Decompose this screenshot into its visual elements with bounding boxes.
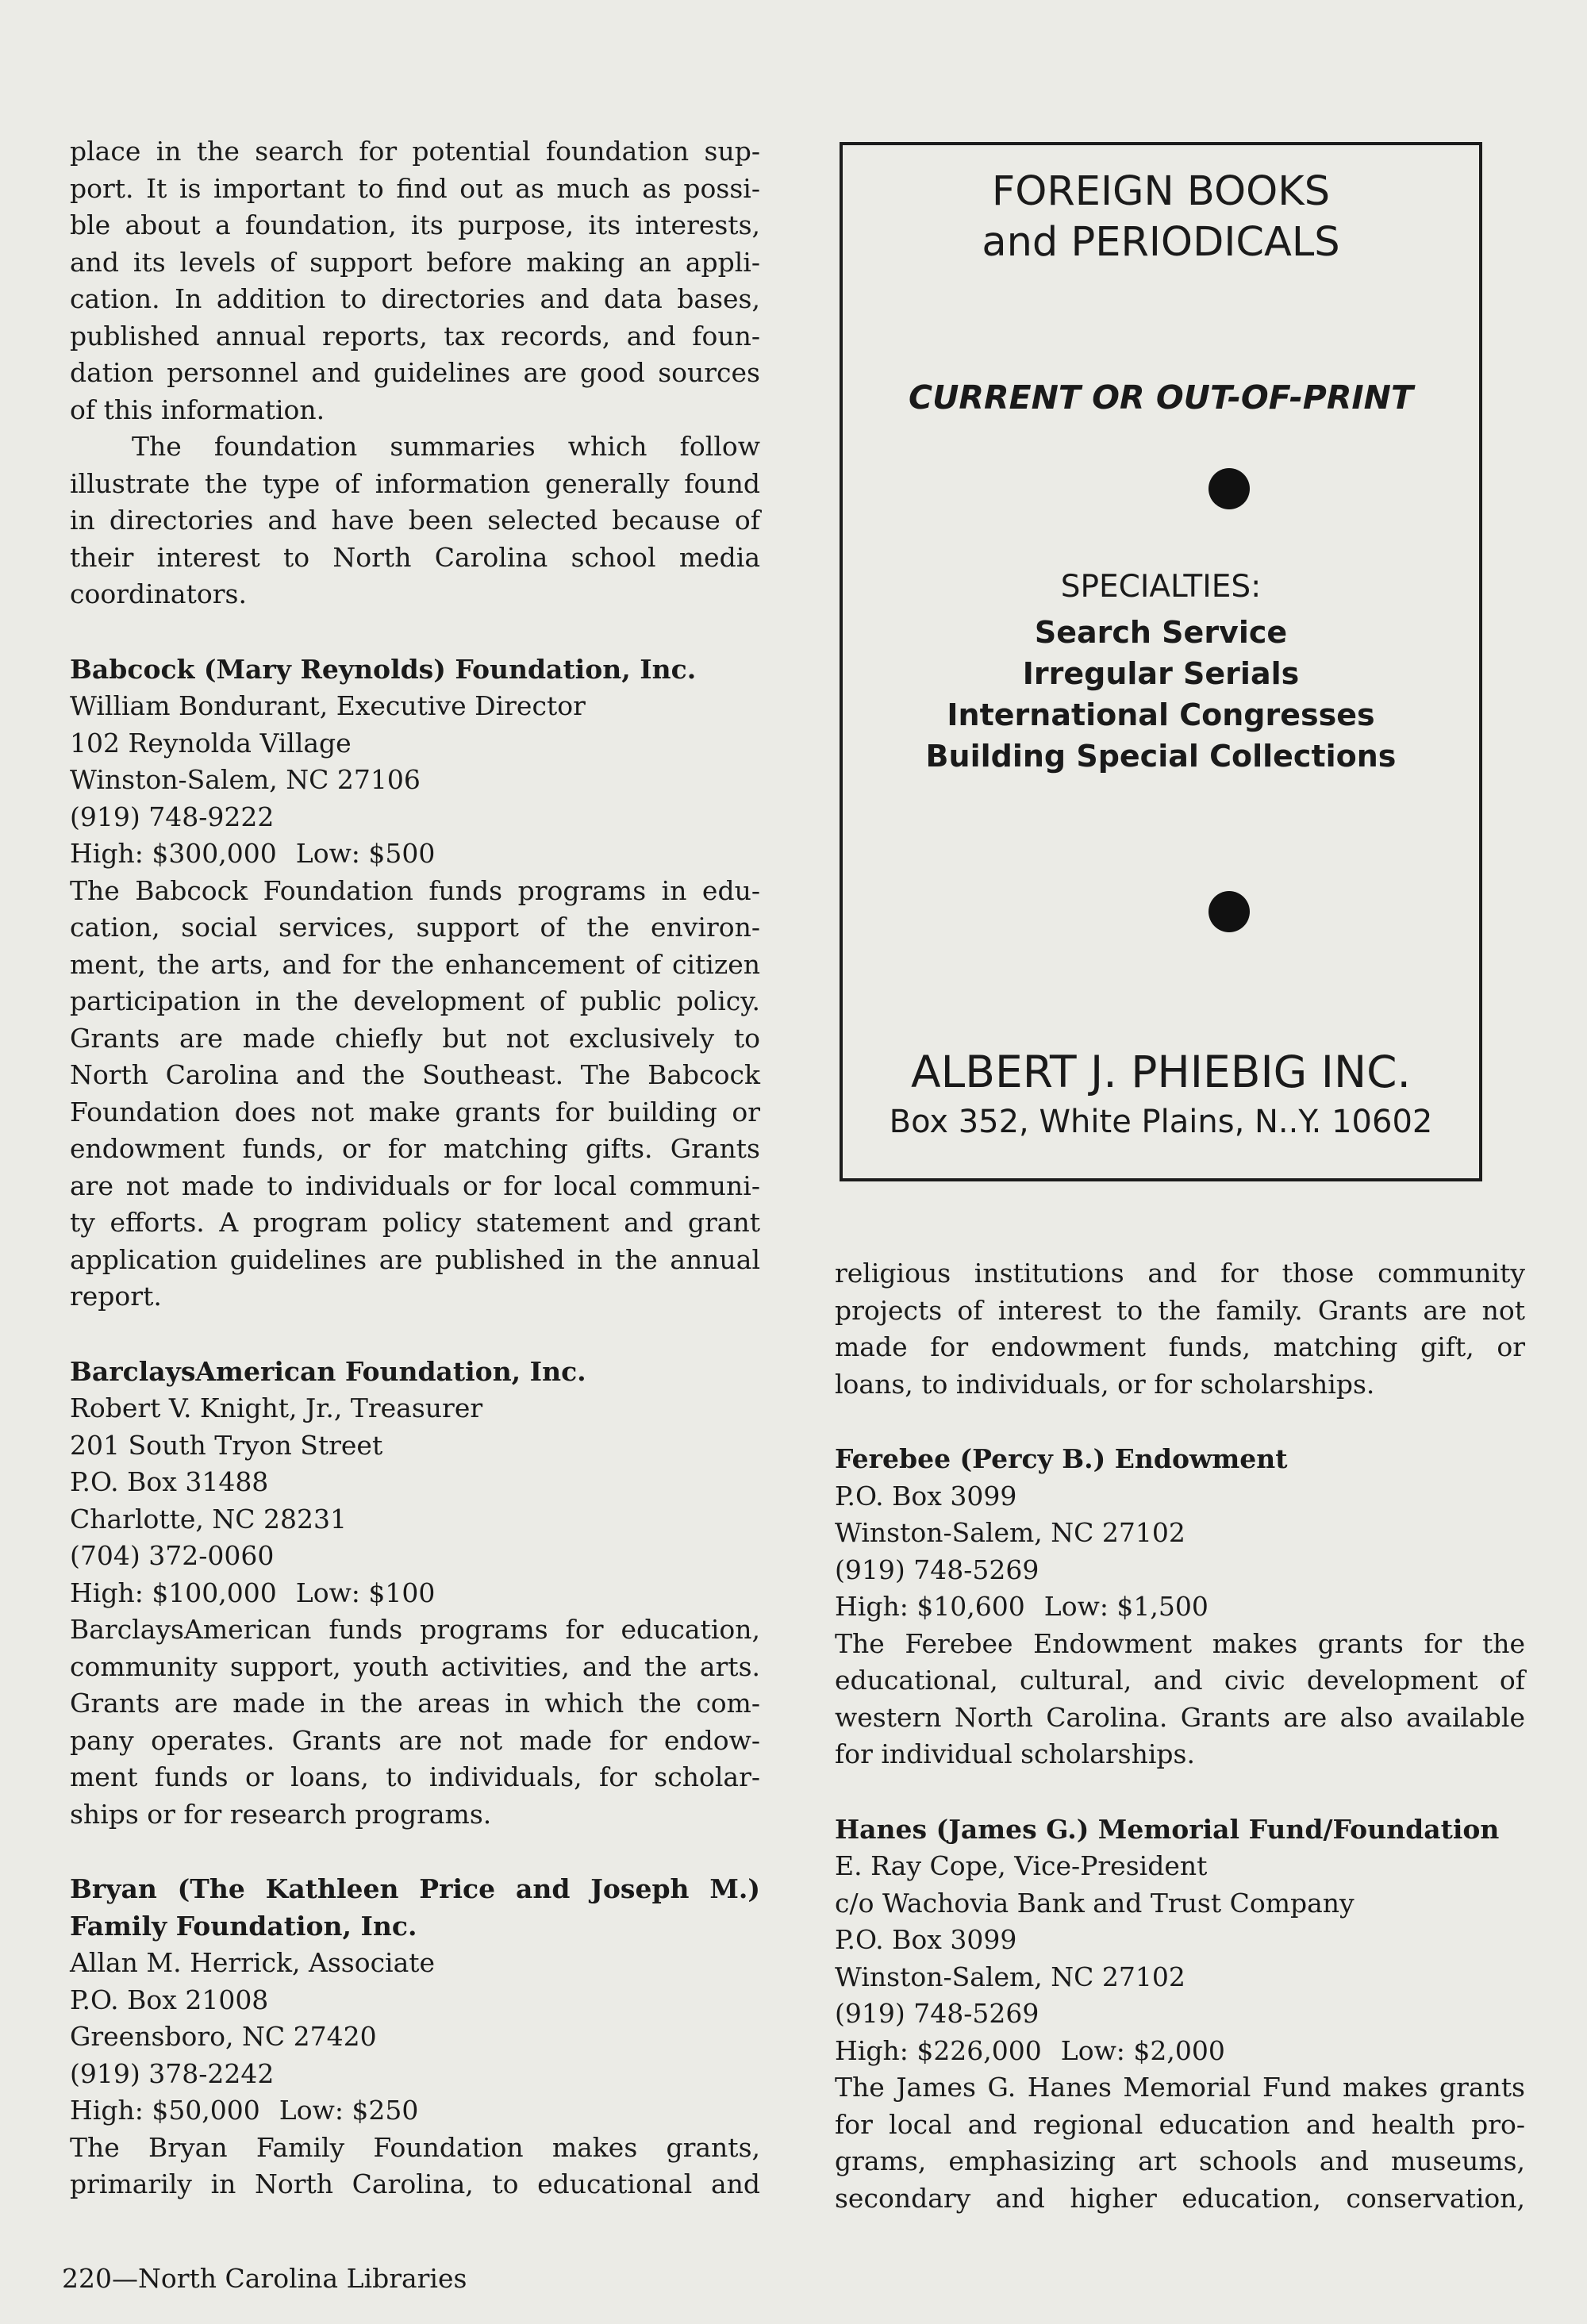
text-line: published annual reports, tax records, and foun-	[70, 320, 760, 351]
grant-low: Low: $1,500	[1043, 1591, 1209, 1622]
ad-address: Box 352, White Plains, N..Y. 10602	[889, 1104, 1433, 1140]
text-line: cation. In addition to directories and data bases,	[70, 283, 760, 314]
ad-headline-line: and PERIODICALS	[982, 219, 1340, 266]
text-line: religious institutions and for those community	[835, 1258, 1525, 1289]
grant-high: High: $100,000	[70, 1577, 277, 1608]
text-line: port. It is important to find out as much as possi-	[70, 172, 760, 204]
specialty-item: Irregular Serials	[1022, 656, 1300, 691]
description-line: report.	[70, 1281, 162, 1312]
specialty-item: Search Service	[1034, 615, 1288, 650]
description-line: western North Carolina. Grants are also available	[835, 1701, 1525, 1733]
contact-line: Robert V. Knight, Jr., Treasurer	[70, 1392, 483, 1423]
grant-high: High: $226,000	[835, 2034, 1042, 2066]
foundation-entry-barclaysamerican	[70, 1354, 760, 1834]
text-line: loans, to individuals, or for scholarships.	[835, 1368, 1375, 1400]
contact-line: Winston-Salem, NC 27102	[835, 1961, 1185, 1992]
foundation-name: Ferebee (Percy B.) Endowment	[835, 1443, 1288, 1474]
foundation-name: Bryan (The Kathleen Price and Joseph M.)	[70, 1873, 760, 1904]
text-line: of this information.	[70, 394, 325, 425]
foundation-name: Babcock (Mary Reynolds) Foundation, Inc.	[70, 653, 697, 685]
foundation-entry-ferebee	[835, 1441, 1525, 1773]
grant-range	[70, 2092, 760, 2130]
grant-low: Low: $250	[279, 2095, 419, 2126]
grant-high: High: $10,600	[835, 1591, 1025, 1622]
contact-line: E. Ray Cope, Vice-President	[835, 1850, 1208, 1881]
text-line: ble about a foundation, its purpose, its interests,	[70, 209, 760, 240]
text-line: illustrate the type of information generally found	[70, 467, 760, 499]
contact-line: Allan M. Herrick, Associate	[70, 1947, 436, 1978]
foundation-entry-hanes	[835, 1811, 1525, 2218]
ad-company-name: ALBERT J. PHIEBIG INC.	[910, 1047, 1412, 1097]
left-column	[70, 133, 760, 2203]
description-line: ships or for research programs.	[70, 1798, 492, 1830]
contact-line: Winston-Salem, NC 27102	[835, 1517, 1185, 1548]
grant-high: High: $50,000	[70, 2095, 260, 2126]
description-line: The James G. Hanes Memorial Fund makes grants	[835, 2072, 1525, 2103]
text-line: dation personnel and guidelines are good sources	[70, 357, 760, 388]
text-line: coordinators.	[70, 578, 247, 609]
contact-line: Greensboro, NC 27420	[70, 2021, 377, 2052]
bullet-dot-icon	[1209, 891, 1250, 932]
ad-tagline: CURRENT OR OUT-OF-PRINT	[909, 378, 1413, 417]
description-line: The Babcock Foundation funds programs in edu-	[70, 874, 760, 906]
text-line: projects of interest to the family. Grants are not	[835, 1294, 1525, 1326]
contact-line: P.O. Box 31488	[70, 1466, 269, 1497]
contact-line: 102 Reynolda Village	[70, 727, 352, 759]
contact-line: (919) 748-5269	[835, 1554, 1039, 1585]
foundation-name: BarclaysAmerican Foundation, Inc.	[70, 1355, 586, 1387]
description-line: secondary and higher education, conservation,	[835, 2182, 1525, 2214]
description-line: cation, social services, support of the environ-	[70, 912, 760, 943]
specialty-item: International Congresses	[947, 697, 1375, 732]
description-line: pany operates. Grants are not made for endow-	[70, 1724, 760, 1756]
contact-line: 201 South Tryon Street	[70, 1429, 383, 1461]
description-line: BarclaysAmerican funds programs for education,	[70, 1614, 760, 1645]
text-line: in directories and have been selected because of	[70, 505, 760, 536]
description-line: primarily in North Carolina, to educational and	[70, 2168, 760, 2199]
right-column	[835, 1255, 1525, 2217]
foundation-entry-babcock	[70, 651, 760, 1316]
text-line: made for endowment funds, matching gift, or	[835, 1331, 1525, 1362]
contact-line: (704) 372-0060	[70, 1540, 275, 1571]
continuation-paragraph	[835, 1255, 1525, 1403]
text-line: their interest to North Carolina school media	[70, 541, 760, 573]
description-line: for local and regional education and health pro-	[835, 2108, 1525, 2140]
ad-headline-line: FOREIGN BOOKS	[991, 168, 1331, 215]
contact-line: (919) 378-2242	[70, 2057, 275, 2089]
description-line: ment funds or loans, to individuals, for scholar-	[70, 1761, 760, 1792]
summary-paragraph	[70, 428, 760, 613]
specialty-item: Building Special Collections	[925, 739, 1397, 774]
contact-line: c/o Wachovia Bank and Trust Company	[835, 1887, 1355, 1919]
foundation-name: Family Foundation, Inc.	[70, 1910, 417, 1942]
intro-paragraph	[70, 133, 760, 428]
contact-line: William Bondurant, Executive Director	[70, 690, 586, 721]
foundation-entry-bryan	[70, 1871, 760, 2203]
description-line: educational, cultural, and civic development of	[835, 1665, 1525, 1696]
description-line: participation in the development of public policy.	[70, 985, 760, 1016]
description-line: grams, emphasizing art schools and museums,	[835, 2145, 1525, 2176]
description-line: community support, youth activities, and the arts.	[70, 1650, 760, 1682]
specialties-heading: SPECIALTIES:	[1060, 569, 1262, 605]
grant-range	[70, 835, 760, 873]
description-line: endowment funds, or for matching gifts. Grants	[70, 1133, 760, 1164]
bullet-dot-icon	[1209, 468, 1250, 509]
grant-low: Low: $100	[295, 1577, 436, 1608]
description-line: Foundation does not make grants for building or	[70, 1096, 760, 1127]
contact-line: (919) 748-9222	[70, 801, 275, 832]
description-line: Grants are made chiefly but not exclusively to	[70, 1022, 760, 1054]
description-line: for individual scholarships.	[835, 1738, 1195, 1769]
page-folio: 220—North Carolina Libraries	[62, 2263, 467, 2294]
grant-low: Low: $500	[295, 838, 436, 869]
grant-range	[70, 1575, 760, 1612]
text-line: and its levels of support before making an appli-	[70, 246, 760, 278]
advertisement-box	[840, 142, 1482, 1181]
description-line: ty efforts. A program policy statement and grant	[70, 1207, 760, 1238]
contact-line: Charlotte, NC 28231	[70, 1503, 347, 1535]
grant-range	[835, 1588, 1525, 1626]
description-line: application guidelines are published in the annual	[70, 1243, 760, 1275]
text-line: The foundation summaries which follow	[132, 431, 760, 462]
description-line: Grants are made in the areas in which the com-	[70, 1688, 760, 1719]
contact-line: P.O. Box 21008	[70, 1984, 269, 2015]
contact-line: (919) 748-5269	[835, 1998, 1039, 2029]
description-line: The Bryan Family Foundation makes grants,	[70, 2131, 760, 2163]
foundation-name: Hanes (James G.) Memorial Fund/Foundation	[835, 1813, 1500, 1845]
text-line: place in the search for potential foundation sup-	[70, 136, 760, 167]
description-line: North Carolina and the Southeast. The Babcock	[70, 1059, 760, 1090]
contact-line: Winston-Salem, NC 27106	[70, 764, 421, 795]
grant-high: High: $300,000	[70, 838, 277, 869]
contact-line: P.O. Box 3099	[835, 1924, 1017, 1955]
grant-low: Low: $2,000	[1060, 2034, 1225, 2066]
description-line: The Ferebee Endowment makes grants for the	[835, 1627, 1525, 1659]
grant-range	[835, 2033, 1525, 2070]
contact-line: P.O. Box 3099	[835, 1480, 1017, 1512]
description-line: ment, the arts, and for the enhancement of citizen	[70, 948, 760, 980]
description-line: are not made to individuals or for local communi-	[70, 1170, 760, 1201]
